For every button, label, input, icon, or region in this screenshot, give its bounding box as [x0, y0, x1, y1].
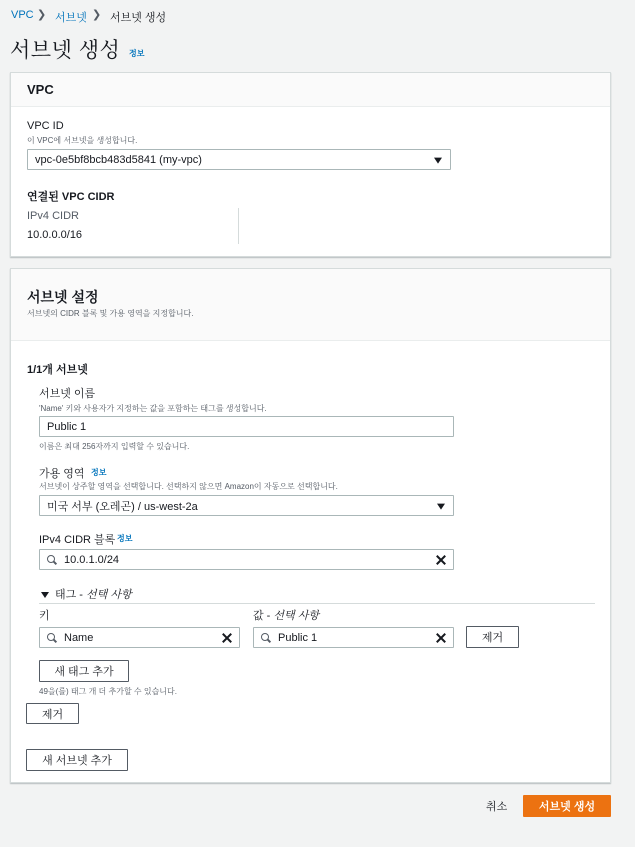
vpc-panel [10, 72, 611, 257]
subnet-name-desc: 'Name' 키와 사용자가 지정하는 값을 포함하는 태그를 생성합니다. [39, 404, 267, 413]
vpc-panel-header [11, 73, 610, 107]
page-title: 서브넷 생성 [10, 39, 121, 62]
subnet-name-label: 서브넷 이름 [39, 388, 96, 400]
caret-down-icon [437, 503, 445, 509]
tags-divider [39, 603, 595, 604]
tag-key-input[interactable] [39, 627, 240, 648]
az-value: 미국 서부 (오레곤) / us-west-2a [47, 500, 198, 513]
search-icon [47, 633, 57, 643]
add-subnet-button[interactable]: 새 서브넷 추가 [26, 749, 128, 771]
caret-down-icon [41, 592, 49, 598]
tag-value-column [253, 607, 319, 623]
subnet-settings-panel [10, 268, 611, 783]
clear-icon[interactable] [222, 633, 232, 643]
subnet-name-hint: 이름은 최대 256자까지 입력할 수 있습니다. [39, 442, 190, 451]
chevron-right-icon: ❯ [37, 9, 47, 21]
chevron-right-icon: ❯ [92, 9, 102, 21]
remove-tag-button[interactable]: 제거 [466, 626, 519, 648]
cidr-info-link[interactable]: 정보 [117, 534, 133, 543]
cidr-block-label: IPv4 CIDR 블록 [39, 534, 116, 546]
tags-label: 태그 - [55, 589, 87, 601]
column-divider [238, 208, 239, 244]
cancel-button[interactable]: 취소 [486, 801, 508, 813]
az-label: 가용 영역 [39, 468, 85, 480]
breadcrumb-current: 서브넷 생성 [110, 12, 167, 24]
add-tag-button[interactable]: 새 태그 추가 [39, 660, 129, 682]
tags-toggle[interactable] [41, 586, 132, 602]
ipv4-cidr-label: IPv4 CIDR [27, 210, 79, 222]
cidr-block-input[interactable] [39, 549, 454, 570]
subnet-panel-header [11, 269, 610, 341]
subnet-panel-desc: 서브넷의 CIDR 블록 및 가용 영역을 지정합니다. [27, 309, 194, 318]
vpc-panel-title: VPC [27, 82, 54, 97]
tag-value-input[interactable] [253, 627, 454, 648]
subnet-count: 1/1개 서브넷 [27, 364, 88, 376]
subnet-name-value: Public 1 [47, 420, 87, 433]
tag-value-value: Public 1 [278, 631, 318, 644]
caret-down-icon [434, 157, 442, 163]
breadcrumb-subnets[interactable]: 서브넷 [55, 12, 87, 24]
subnet-name-input[interactable] [39, 416, 454, 437]
tag-value-optional: 선택 사항 [273, 610, 319, 622]
tag-value-column-label: 값 - [253, 610, 274, 622]
clear-icon[interactable] [436, 633, 446, 643]
tag-key-column: 키 [39, 610, 50, 622]
clear-icon[interactable] [436, 555, 446, 565]
tags-optional: 선택 사항 [86, 589, 132, 601]
az-info-link[interactable]: 정보 [91, 468, 107, 477]
create-subnet-button[interactable]: 서브넷 생성 [523, 795, 611, 817]
vpc-id-select[interactable] [27, 149, 451, 170]
vpc-id-label: VPC ID [27, 120, 64, 132]
breadcrumb-vpc[interactable]: VPC [11, 9, 34, 21]
info-link[interactable]: 정보 [129, 49, 145, 58]
tag-key-value: Name [64, 631, 94, 644]
subnet-panel-title: 서브넷 설정 [27, 289, 99, 305]
vpc-id-value: vpc-0e5bf8bcb483d5841 (my-vpc) [35, 153, 202, 166]
ipv4-cidr-value: 10.0.0.0/16 [27, 229, 83, 241]
search-icon [261, 633, 271, 643]
remove-subnet-button[interactable]: 제거 [26, 703, 79, 724]
vpc-id-desc: 이 VPC에 서브넷을 생성합니다. [27, 136, 138, 145]
tags-remaining: 49을(를) 태그 개 더 추가할 수 있습니다. [39, 687, 177, 696]
az-select[interactable] [39, 495, 454, 516]
az-desc: 서브넷이 상주할 영역을 선택합니다. 선택하지 않으면 Amazon이 자동으로 선택합니다. [39, 482, 338, 491]
vpc-cidr-heading: 연결된 VPC CIDR [27, 191, 115, 203]
cidr-block-value: 10.0.1.0/24 [64, 553, 120, 566]
search-icon [47, 555, 57, 565]
